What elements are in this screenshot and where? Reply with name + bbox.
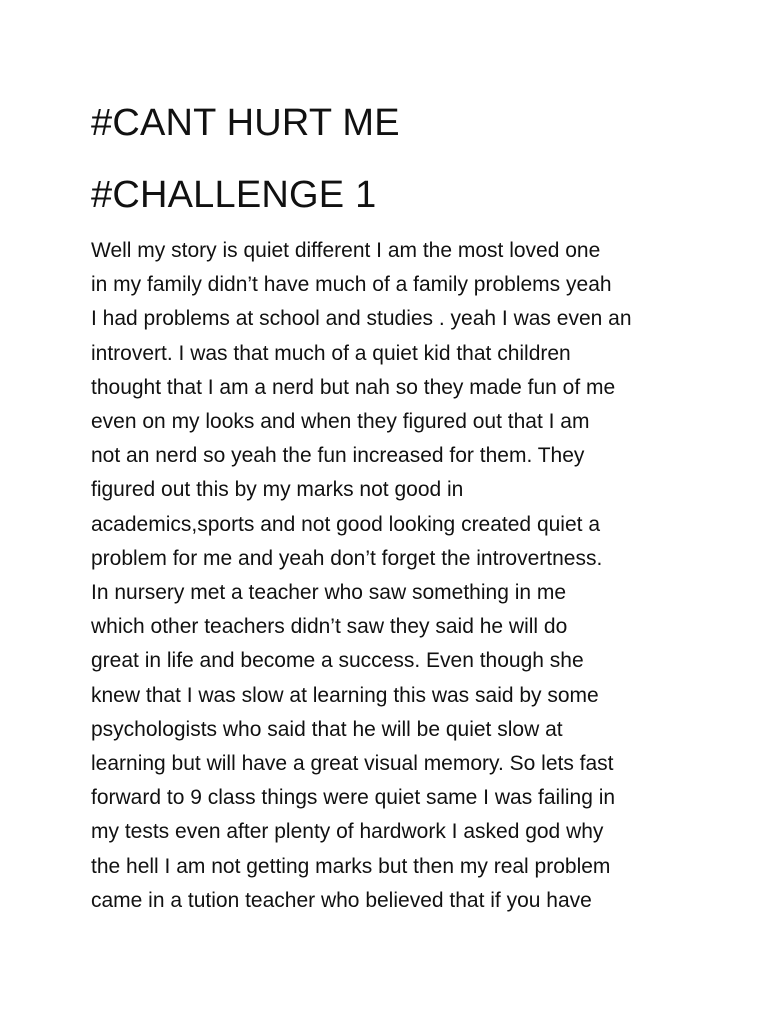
document-subtitle: #CHALLENGE 1 xyxy=(91,174,377,216)
paragraph-line: I had problems at school and studies . yeah I was even an xyxy=(91,307,632,331)
paragraph-line: learning but will have a great visual memory. So lets fast xyxy=(91,752,614,776)
paragraph-line: academics,sports and not good looking created quiet a xyxy=(91,512,600,536)
paragraph-line: problem for me and yeah don’t forget the introvertness. xyxy=(91,546,603,570)
paragraph-line: my tests even after plenty of hardwork I asked god why xyxy=(91,820,604,844)
story-paragraph xyxy=(91,234,691,918)
paragraph-line: not an nerd so yeah the fun increased for them. They xyxy=(91,444,585,468)
paragraph-line: knew that I was slow at learning this was said by some xyxy=(91,683,599,707)
paragraph-line: Well my story is quiet different I am the most loved one xyxy=(91,239,601,262)
paragraph-line: in my family didn’t have much of a family problems yeah xyxy=(91,273,612,297)
paragraph-line: In nursery met a teacher who saw something in me xyxy=(91,581,567,605)
document-title: #CANT HURT ME xyxy=(91,102,400,144)
paragraph-line: figured out this by my marks not good in xyxy=(91,478,464,502)
paragraph-line: the hell I am not getting marks but then my real problem xyxy=(91,854,611,878)
paragraph-line: thought that I am a nerd but nah so they made fun of me xyxy=(91,375,616,399)
paragraph-line: psychologists who said that he will be quiet slow at xyxy=(91,717,563,741)
paragraph-line: forward to 9 class things were quiet same I was failing in xyxy=(91,786,616,810)
paragraph-line: which other teachers didn’t saw they said he will do xyxy=(91,615,568,639)
paragraph-line: even on my looks and when they figured out that I am xyxy=(91,410,590,434)
paragraph-line: came in a tution teacher who believed that if you have xyxy=(91,888,592,912)
paragraph-line: introvert. I was that much of a quiet kid that children xyxy=(91,341,571,365)
paragraph-line: great in life and become a success. Even though she xyxy=(91,649,584,673)
